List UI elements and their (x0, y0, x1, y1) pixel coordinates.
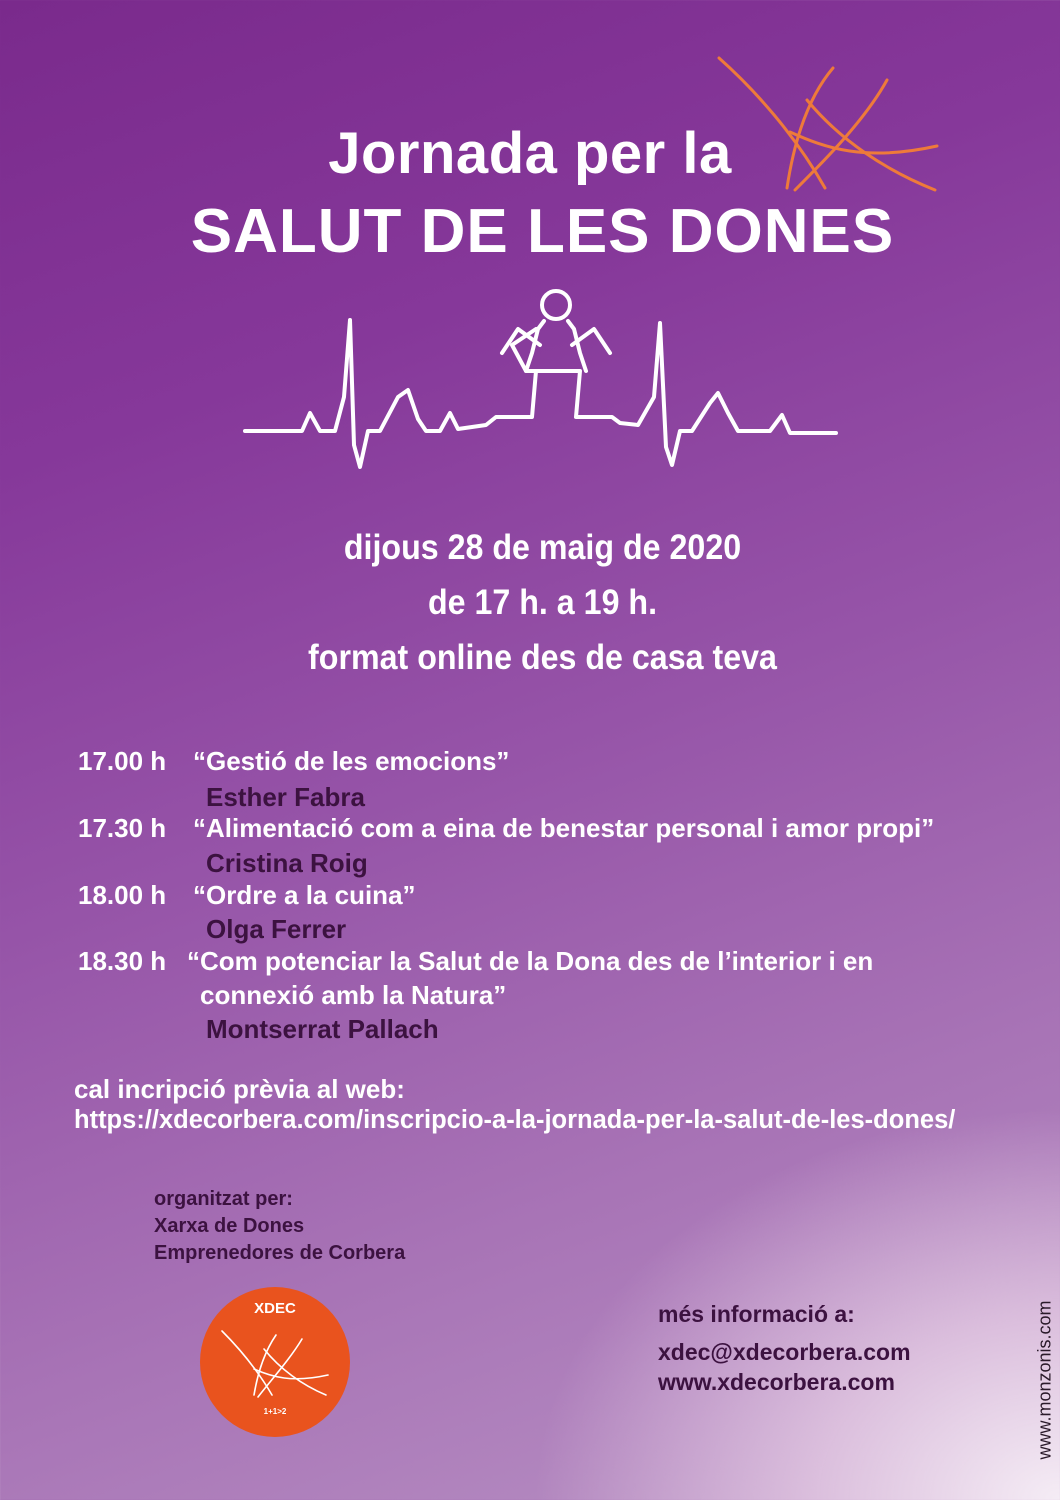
xx-cross-mark-icon (715, 50, 945, 200)
contact-website[interactable]: www.xdecorbera.com (658, 1369, 895, 1395)
program-time-4: 18.30 h (78, 946, 167, 976)
organizer-name-line-1: Xarxa de Dones (154, 1215, 305, 1237)
program-talk-3: “Ordre a la cuina” (193, 880, 416, 910)
xdec-logo (200, 1287, 350, 1437)
program-talk-4-line-1: “Com potenciar la Salut de la Dona des de l’interior i en (187, 946, 874, 976)
contact-label: més informació a: (658, 1301, 855, 1327)
title-line-1: Jornada per la (328, 121, 732, 186)
event-hours: de 17 h. a 19 h. (427, 583, 658, 622)
program-speaker-3: Olga Ferrer (206, 914, 347, 944)
program-time-3: 18.00 h (78, 880, 167, 910)
program-talk-2: “Alimentació com a eina de benestar personal i amor propi” (193, 813, 935, 843)
event-format: format online des de casa teva (308, 638, 777, 677)
program-time-2: 17.30 h (78, 813, 167, 843)
program-speaker-4: Montserrat Pallach (206, 1014, 439, 1044)
program-speaker-2: Cristina Roig (206, 848, 368, 878)
organizer-name-line-2: Emprenedores de Corbera (154, 1242, 406, 1264)
logo-tagline: 1+1>2 (263, 1407, 287, 1416)
contact-email[interactable]: xdec@xdecorbera.com (658, 1339, 911, 1365)
program-speaker-1: Esther Fabra (206, 782, 365, 812)
registration-label: cal incripció prèvia al web: (74, 1074, 405, 1104)
registration-url[interactable]: https://xdecorbera.com/inscripcio-a-la-jornada-per-la-salut-de-les-dones/ (74, 1106, 956, 1134)
title-line-2: SALUT DE LES DONES (190, 197, 895, 266)
organizer-label: organitzat per: (154, 1188, 293, 1210)
program-talk-1: “Gestió de les emocions” (193, 746, 510, 776)
logo-name: XDEC (254, 1300, 296, 1317)
designer-credit: www.monzonis.com (1034, 1300, 1055, 1460)
heartbeat-woman-icon (240, 285, 840, 470)
event-date: dijous 28 de maig de 2020 (343, 528, 742, 567)
program-talk-4-line-2: connexió amb la Natura” (200, 980, 507, 1010)
program-time-1: 17.00 h (78, 746, 167, 776)
logo-xx-icon (220, 1327, 330, 1399)
